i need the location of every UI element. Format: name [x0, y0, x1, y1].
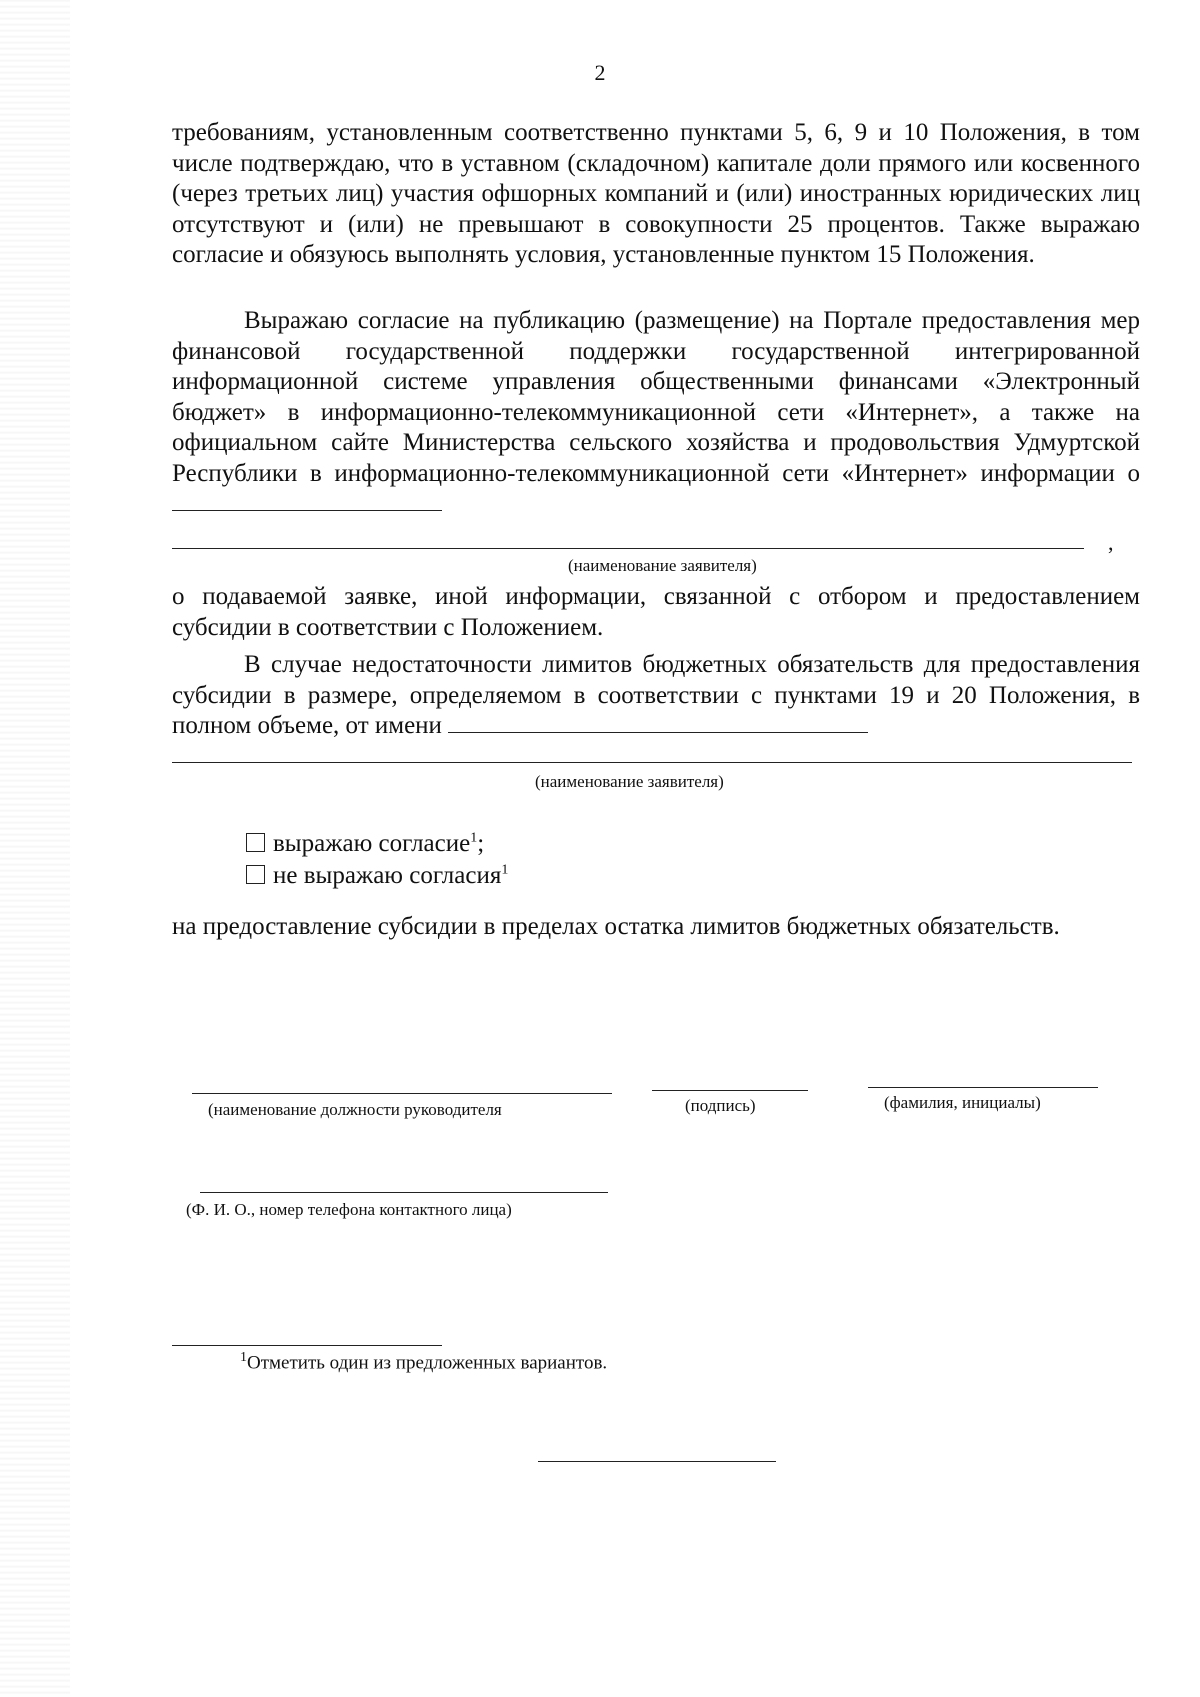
- applicant-name-blank-inline-2[interactable]: [448, 731, 868, 733]
- consent-label: выражаю согласие: [273, 830, 471, 857]
- applicant-caption-2: (наименование заявителя): [535, 772, 724, 791]
- no-consent-checkbox[interactable]: [246, 865, 265, 884]
- position-caption: (наименование должности руководителя: [208, 1100, 502, 1119]
- footnote-text: Отметить один из предложенных вариантов.: [247, 1352, 608, 1374]
- paragraph-publication-text: Выражаю согласие на публикацию (размещение) на Портале предоставления мер финансовой государственной поддержки государственной интегрированной информационной системе управления общественными финансами «Электронный бюджет» в информационно-телекоммуникационной сети «Интернет», а также на официальном сайте Министерства сельского хозяйства и продовольствия Удмуртской Республики в информационно-телекоммуникационной сети «Интернет» информации о: [172, 307, 1140, 487]
- paragraph-application-info: о подаваемой заявке, иной информации, связанной с отбором и предоставлением субсидии в соответствии с Положением.: [172, 583, 1140, 641]
- consent-footnote-mark: 1: [470, 830, 478, 846]
- paragraph-remaining-limits: на предоставление субсидии в пределах остатка лимитов бюджетных обязательств.: [172, 913, 1060, 940]
- applicant-name-line-2[interactable]: [172, 762, 1132, 763]
- position-signature-line[interactable]: [192, 1093, 612, 1094]
- paragraph-requirements: требованиям, установленным соответственно пунктами 5, 6, 9 и 10 Положения, в том числе подтверждаю, что в уставном (складочном) капитале доли прямого или косвенного (через третьих лиц) участия офшорных компаний и (или) иностранных юридических лиц отсутствуют и (или) не превышают в совокупности 25 процентов. Также выражаю согласие и обязуюсь выполнять условия, установленные пунктом 15 Положения.: [172, 119, 1140, 268]
- page-number: 2: [594, 60, 606, 85]
- footnote-mark: 1: [240, 1350, 247, 1365]
- checkbox-consent-row[interactable]: [246, 830, 484, 858]
- footnote: [240, 1350, 607, 1374]
- end-of-document-rule: [538, 1461, 776, 1462]
- consent-checkbox[interactable]: [246, 833, 265, 852]
- paragraph-publication-consent: [172, 306, 1140, 520]
- checkbox-no-consent-row[interactable]: [246, 862, 508, 890]
- footnote-rule: [172, 1345, 442, 1346]
- no-consent-label: не выражаю согласия: [273, 862, 502, 889]
- name-caption: (фамилия, инициалы): [884, 1093, 1041, 1112]
- contact-caption: (Ф. И. О., номер телефона контактного лица): [186, 1200, 512, 1219]
- signature-caption: (подпись): [685, 1096, 756, 1115]
- applicant-caption-1: (наименование заявителя): [568, 556, 757, 575]
- contact-line[interactable]: [200, 1192, 608, 1193]
- consent-suffix: ;: [477, 830, 485, 857]
- name-signature-line[interactable]: [868, 1087, 1098, 1088]
- applicant-name-blank-inline[interactable]: [172, 509, 442, 511]
- signature-line[interactable]: [652, 1090, 808, 1091]
- scan-edge-noise: [0, 0, 70, 1697]
- no-consent-footnote-mark: 1: [501, 862, 509, 878]
- paragraph-insufficient-text: В случае недостаточности лимитов бюджетных обязательств для предоставления субсидии в размере, определяемом в соответствии с пунктами 19 и 20 Положения, в полном объеме, от имени: [172, 651, 1140, 739]
- comma-mark: ,: [1108, 530, 1114, 555]
- paragraph-insufficient-limits: [172, 650, 1140, 742]
- applicant-name-line-1[interactable]: [172, 548, 1084, 549]
